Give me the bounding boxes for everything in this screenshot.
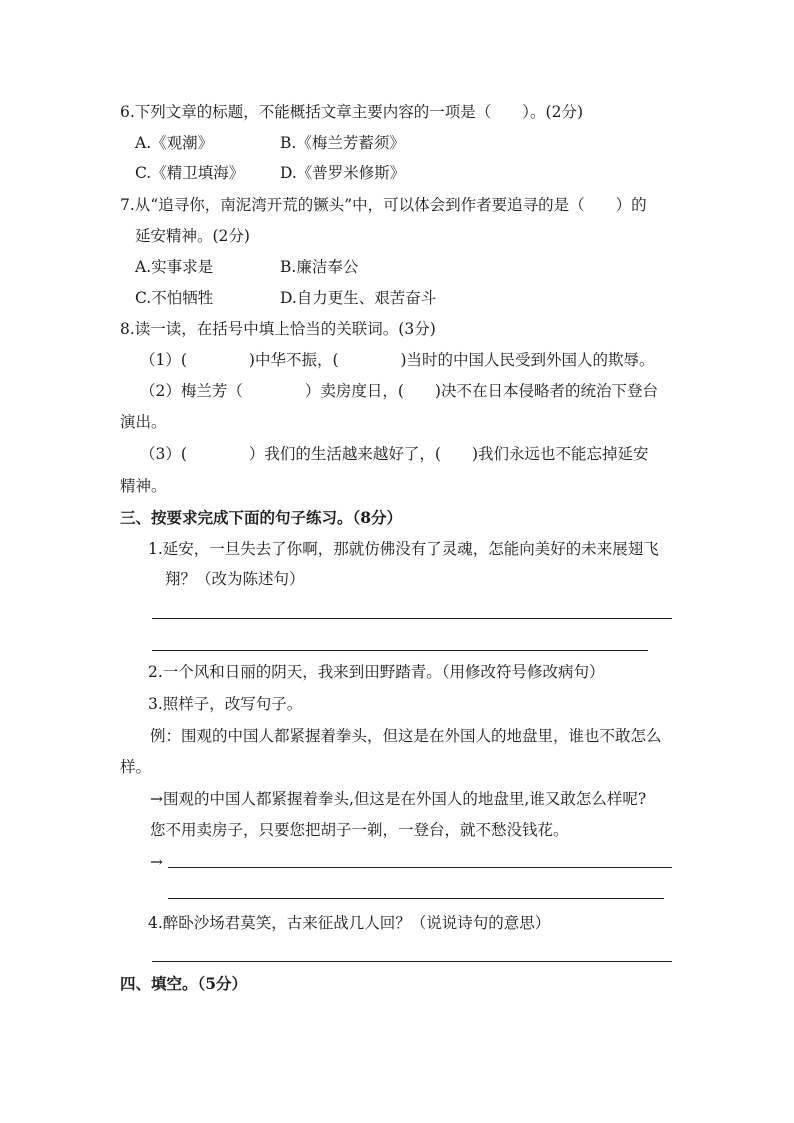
section-3-title: 三、按要求完成下面的句子练习。（8分） (120, 508, 403, 527)
q7-stem-line2: 延安精神。(2分) (135, 227, 250, 245)
answer-line (168, 898, 664, 899)
s3-q4: 4.醉卧沙场君莫笑，古来征战几人回？（说说诗句的意思） (148, 914, 551, 932)
q7-option-a: A.实事求是 (135, 258, 214, 276)
q8-sentence-1: （1）( )中华不振，( )当时的中国人民受到外国人的欺辱。 (140, 351, 655, 369)
q6-option-c: C.《精卫填海》 (135, 164, 245, 182)
answer-line (152, 961, 672, 962)
q6-option-a: A.《观潮》 (135, 134, 214, 152)
q8-sentence-2-line2: 演出。 (120, 413, 167, 431)
q6-stem: 6.下列文章的标题，不能概括文章主要内容的一项是（ ）。(2分) (120, 103, 583, 121)
s3-q1-line2: 翔？（改为陈述句） (165, 570, 305, 588)
answer-line (152, 618, 672, 619)
s3-example-line1: 例：围观的中国人都紧握着拳头，但这是在外国人的地盘里，谁也不敢怎么 (150, 727, 662, 745)
q7-option-b: B.廉洁奉公 (280, 258, 359, 276)
s3-q1-line1: 1.延安，一旦失去了你啊，那就仿佛没有了灵魂，怎能向美好的未来展翅飞 (148, 540, 659, 558)
s3-arrow: → (150, 853, 163, 871)
s3-example-line2: 样。 (120, 758, 152, 776)
s3-q2: 2.一个风和日丽的阴天，我来到田野踏青。（用修改符号修改病句） (148, 663, 605, 681)
q7-option-d: D.自力更生、艰苦奋斗 (280, 289, 437, 307)
q8-sentence-3-line1: （3）( ）我们的生活越来越好了，( )我们永远也不能忘掉延安 (140, 445, 649, 463)
answer-line (168, 867, 672, 868)
q7-option-c: C.不怕牺牲 (135, 289, 214, 307)
section-4-title: 四、填空。（5分） (120, 974, 248, 993)
s3-q3: 3.照样子，改写句子。 (148, 695, 303, 713)
q6-option-b: B.《梅兰芳蓄须》 (280, 134, 405, 152)
q6-option-d: D.《普罗米修斯》 (280, 164, 406, 182)
s3-example-rewrite: →围观的中国人都紧握着拳头,但这是在外国人的地盘里,谁又敢怎么样呢? (150, 790, 647, 808)
q8-sentence-2-line1: （2）梅兰芳（ ）卖房度日，( )决不在日本侵略者的统治下登台 (140, 382, 658, 400)
q8-sentence-3-line2: 精神。 (120, 477, 167, 495)
answer-line (152, 650, 648, 651)
s3-source-sentence: 您不用卖房子，只要您把胡子一剃，一登台，就不愁没钱花。 (150, 821, 569, 839)
q7-stem-line1: 7.从“追寻你，南泥湾开荒的镢头”中，可以体会到作者要追寻的是（ ）的 (120, 196, 647, 214)
q8-stem: 8.读一读，在括号中填上恰当的关联词。(3分) (120, 320, 436, 338)
